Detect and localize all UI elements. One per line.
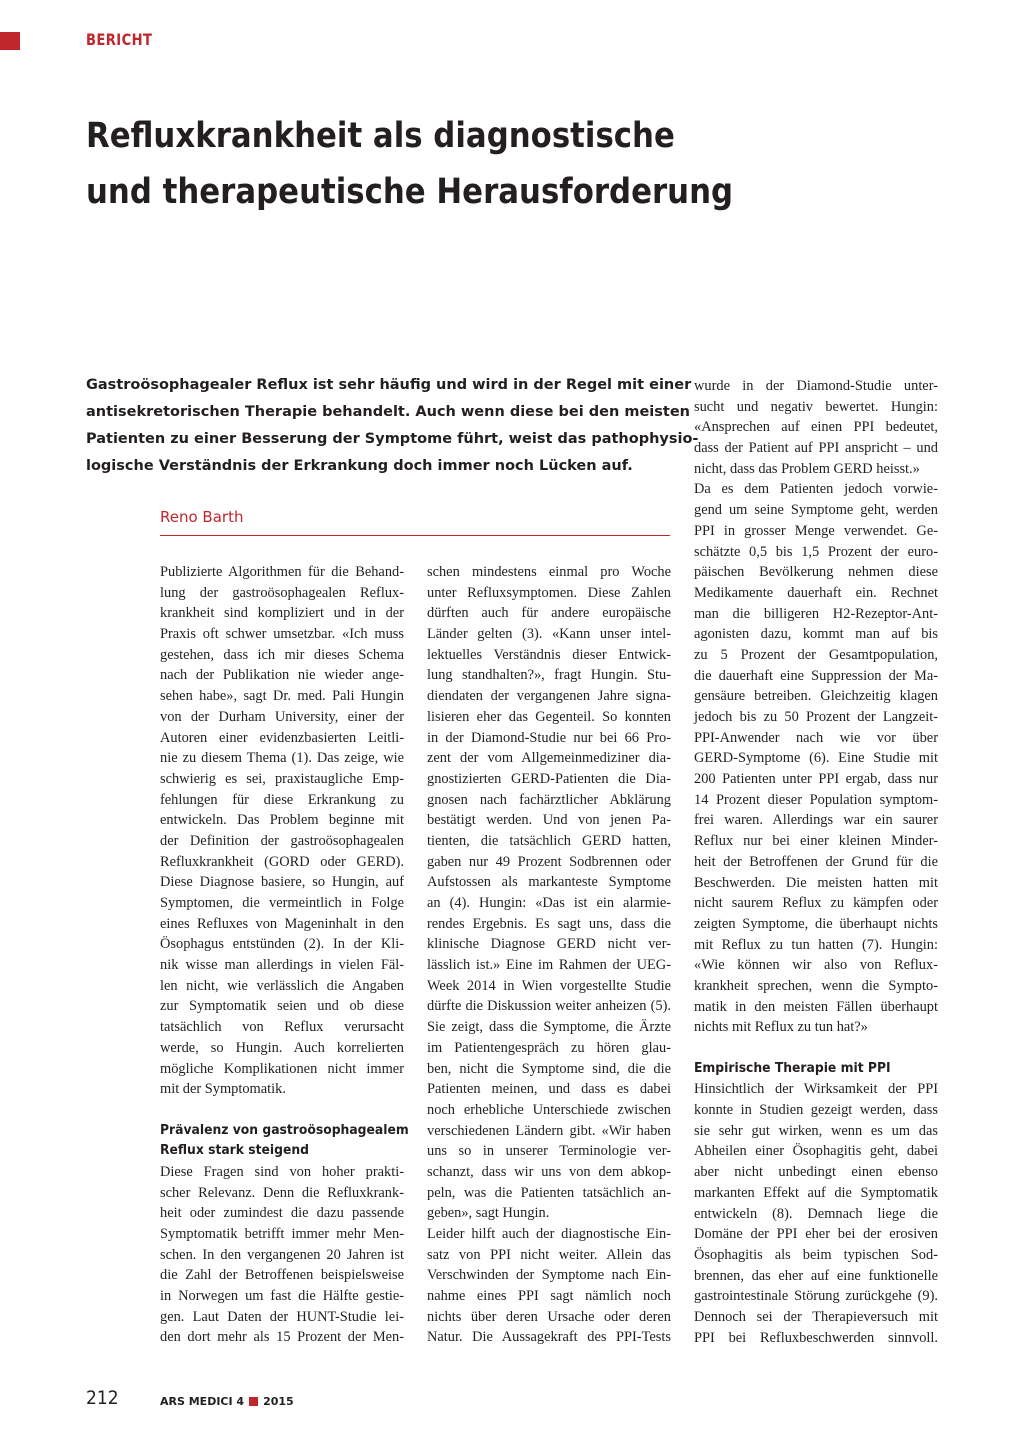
text-line: entwickeln (8). Demnach liege die (694, 1205, 938, 1222)
col3-paragraphs (694, 376, 938, 1038)
body-column-2 (427, 562, 671, 1348)
text-line: sucht und negativ bewertet. Hungin: (694, 398, 938, 415)
text-line: gend um seine Symptome geht, werden (694, 502, 938, 519)
text-line: der Definition der gastroösophagealen (160, 832, 404, 849)
article-title (86, 108, 755, 220)
text-line: Praxis oft schwer umsetzbar. «Ich muss (160, 626, 404, 643)
text-line: entwickeln. Das Problem beginne mit (160, 812, 404, 829)
text-line: gnostizierten GERD-Patienten die Dia- (427, 770, 671, 787)
text-line: gaben nur 49 Prozent Sodbrennen oder (427, 853, 671, 870)
lead-line: logische Verständnis der Erkrankung doch immer noch Lücken auf. (86, 458, 633, 474)
text-line: Aufstossen als markanteste Symptome (427, 874, 671, 891)
text-line: diendaten der vergangenen Jahre signa- (427, 688, 671, 705)
text-line: nichts über deren Ursache oder deren (427, 1308, 671, 1325)
journal-name: ARS MEDICI 4 (160, 1395, 245, 1408)
spacer (694, 1038, 938, 1059)
lead-line: antisekretorischen Therapie behandelt. Auch wenn diese bei den meisten (86, 404, 690, 420)
text-line: zu 5 Prozent der Gesamtpopulation, (694, 646, 938, 663)
author-divider (160, 535, 670, 536)
text-line: sie sehr gut wirken, wenn es um das (694, 1122, 938, 1139)
body-column-1 (160, 562, 409, 1348)
text-line: nicht saurem Reflux zu kämpfen oder (694, 895, 938, 912)
spacer (160, 1100, 404, 1121)
text-line: Symptomen, die vermeintlich in Folge (160, 895, 404, 911)
text-line: Week 2014 in Wien vorgestellte Studie (427, 977, 671, 994)
text-line: geben», sagt Hungin. (427, 1205, 550, 1222)
text-line: klinische Diagnose GERD nicht ver- (427, 936, 671, 953)
text-line: lung standhalten?», fragt Hungin. Stu- (427, 667, 671, 684)
text-line: ben, nicht die Symptome sind, die die (427, 1060, 671, 1077)
text-line: werde, so Hungin. Auch korrelierten (160, 1039, 404, 1056)
text-line: Autoren einer evidenzbasierten Leitli- (160, 729, 404, 746)
text-line: markanten Effekt auf die Symptomatik (694, 1184, 938, 1201)
text-line: gnosen nach fachärztlicher Abklärung (427, 791, 671, 808)
text-line: gensäure betreiben. Gleichzeitig klagen (694, 688, 938, 705)
text-line: gastrointestinale Störung zurückgehe (9). (694, 1288, 938, 1305)
text-line: dürften auch für andere europäische (427, 605, 671, 622)
text-line: schen. In den vergangenen 20 Jahren ist (160, 1246, 404, 1263)
text-line: aber nicht unbedingt einen ebenso (694, 1164, 938, 1181)
text-line: rendes Ergebnis. Es sagt uns, dass die (427, 915, 671, 932)
text-line: Symptomatik betrifft immer mehr Men- (160, 1226, 404, 1242)
section-label: BERICHT (86, 30, 153, 49)
lead-line: Patienten zu einer Besserung der Symptome führt, weist das pathophysio- (86, 431, 699, 447)
text-line: nik wisse man allerdings in vielen Fäl- (160, 957, 404, 974)
text-line: peln, was die Patienten tatsächlich an- (427, 1184, 671, 1201)
text-line: Leider hilft auch der diagnostische Ein- (427, 1226, 671, 1242)
footer-square-marker (249, 1397, 258, 1406)
text-line: Verschwinden der Symptome nach Ein- (427, 1267, 671, 1284)
text-line: von der Durham University, einer der (160, 708, 404, 725)
col3-paragraphs-after (694, 1079, 938, 1348)
text-line: lisieren eher das Gegenteil. So konnten (427, 708, 671, 725)
text-line: len nicht, wie verlässlich die Angaben (160, 977, 404, 994)
text-line: lässlich ist.» Eine im Rahmen der UEG- (427, 957, 671, 974)
text-line: Länder gelten (3). «Kann unser intel- (427, 626, 671, 643)
text-line: im Patientengespräch zu hören glau- (427, 1039, 671, 1056)
text-line: GERD-Symptome (6). Eine Studie mit (694, 750, 938, 767)
subheading: Prävalenz von gastroösophagealem (160, 1122, 409, 1138)
text-line: Reflux nur bei einer kleinen Minder- (694, 833, 938, 850)
text-line: schätzte 0,5 bis 1,5 Prozent der euro- (694, 543, 938, 560)
text-line: die Zahl der Betroffenen beispielsweise (160, 1267, 404, 1284)
text-line: bestätigt werden. Und von jenen Pa- (427, 812, 671, 829)
page-number: 212 (86, 1387, 119, 1409)
text-line: nach der Publikation nie wieder ange- (160, 667, 404, 684)
text-line: dass der Patient auf PPI anspricht – und (694, 440, 938, 457)
text-line: Natur. Die Aussagekraft des PPI-Tests (427, 1329, 671, 1346)
text-line: nicht, dass das Problem GERD heisst.» (694, 460, 920, 477)
text-line: lektuelles Verständnis dieser Entwick- (427, 646, 671, 663)
journal-footer (160, 1395, 294, 1408)
article-lead (86, 372, 699, 480)
text-line: dürfte die Diskussion weiter anheizen (5). (427, 998, 671, 1015)
text-line: Beschwerden. Die meisten hatten mit (694, 874, 938, 891)
text-line: scher Relevanz. Denn die Refluxkrank- (160, 1184, 404, 1201)
text-line: Publizierte Algorithmen für die Behand- (160, 564, 404, 580)
text-line: nie zu diesem Thema (1). Das zeige, wie (160, 750, 404, 767)
text-line: tatsächlich von Reflux verursacht (160, 1019, 404, 1036)
text-line: heit oder zumindest die dazu passende (160, 1205, 404, 1222)
text-line: Refluxkrankheit (GORD oder GERD). (160, 853, 404, 870)
text-line: satz von PPI nicht weiter. Allein das (427, 1246, 671, 1263)
text-line: Domäne der PPI eher bei der erosiven (694, 1226, 938, 1243)
text-line: agonisten dazu, kommt man auf bis (694, 626, 938, 643)
text-line: jedoch bis zu 50 Prozent der Langzeit- (694, 709, 938, 725)
text-line: Ösophagitis als beim typischen Sod- (694, 1246, 938, 1263)
col1-paragraphs-after (160, 1162, 404, 1348)
text-line: lung der gastroösophagealen Reflux- (160, 584, 404, 601)
text-line: nichts mit Reflux zu tun hat?» (694, 1019, 868, 1036)
text-line: Da es dem Patienten jedoch vorwie- (694, 481, 938, 498)
text-line: mit Reflux zu tun hatten (7). Hungin: (694, 936, 938, 953)
text-line: heit der Betroffenen der Grund für die (694, 853, 938, 870)
text-line: mögliche Komplikationen nicht immer (160, 1060, 404, 1077)
text-line: verschiedenen Ländern gibt. «Wir haben (427, 1122, 671, 1139)
subheading: Empirische Therapie mit PPI (694, 1060, 891, 1076)
text-line: wurde in der Diamond-Studie unter- (694, 378, 938, 394)
text-line: den dort mehr als 15 Prozent der Men- (160, 1329, 404, 1346)
text-line: 14 Prozent dieser Population symptom- (694, 791, 938, 808)
text-line: konnte in Studien gezeigt werden, dass (694, 1102, 938, 1119)
text-line: man die billigeren H2-Rezeptor-Ant- (694, 605, 938, 622)
text-line: in der Diamond-Studie nur bei 66 Pro- (427, 729, 671, 746)
section-color-marker (0, 32, 20, 50)
text-line: in Norwegen um fast die Hälfte gestie- (160, 1288, 404, 1305)
text-line: Ösophagus entstünden (2). In der Kli- (160, 936, 404, 953)
text-line: schwierig es sei, praxistaugliche Emp- (160, 770, 404, 787)
text-line: unter Refluxsymptomen. Diese Zahlen (427, 584, 671, 601)
lead-line: Gastroösophagealer Reflux ist sehr häufig und wird in der Regel mit einer (86, 377, 692, 393)
col1-paragraphs (160, 562, 404, 1100)
text-line: frei waren. Allerdings war ein saurer (694, 812, 938, 829)
text-line: Diese Diagnose basiere, so Hungin, auf (160, 874, 404, 891)
author-name: Reno Barth (160, 508, 244, 526)
text-line: «Wie können wir also von Reflux- (694, 957, 938, 974)
text-line: zent der vom Allgemeinmediziner dia- (427, 750, 671, 767)
text-line: Sie zeigt, dass die Symptome, die Ärzte (427, 1019, 671, 1036)
text-line: fehlungen für diese Erkrankung zu (160, 791, 404, 808)
text-line: matik in den meisten Fällen überhaupt (694, 998, 938, 1015)
text-line: krankheit sind kompliziert und in der (160, 605, 404, 622)
text-line: die dauerhaft eine Suppression der Ma- (694, 667, 938, 684)
text-line: zeigten Symptome, die überhaupt nichts (694, 915, 938, 932)
text-line: an (4). Hungin: «Das ist ein alarmie- (427, 895, 671, 911)
text-line: Patienten meinen, und dass es dabei (427, 1081, 671, 1098)
text-line: «Ansprechen auf einen PPI bedeutet, (694, 419, 938, 436)
col2-paragraphs (427, 562, 671, 1348)
text-line: Dennoch sei der Therapieversuch mit (694, 1308, 938, 1325)
text-line: 200 Patienten unter PPI ergab, dass nur (694, 771, 938, 788)
text-line: Abheilen einer Ösophagitis geht, dabei (694, 1143, 938, 1160)
text-line: brennen, das eher auf eine funktionelle (694, 1267, 938, 1284)
text-line: Hinsichtlich der Wirksamkeit der PPI (694, 1081, 938, 1098)
text-line: zur Symptomatik seien und ob diese (160, 998, 404, 1015)
journal-year: 2015 (263, 1395, 294, 1408)
text-line: nahme eines PPI sagt nämlich noch (427, 1288, 671, 1305)
text-line: schen mindestens einmal pro Woche (427, 564, 671, 580)
text-line: schanzt, dass wir uns von dem abkop- (427, 1163, 671, 1180)
title-line: Refluxkrankheit als diagnostische (86, 116, 675, 156)
body-column-3 (694, 376, 938, 1348)
text-line: uns so in unserer Terminologie ver- (427, 1143, 671, 1160)
text-line: Diese Fragen sind von hoher prakti- (160, 1163, 404, 1180)
text-line: tienten, die tatsächlich GERD hatten, (427, 832, 671, 849)
title-line: und therapeutische Herausforderung (86, 172, 734, 212)
text-line: PPI bei Refluxbeschwerden sinnvoll. (694, 1329, 938, 1346)
text-line: PPI-Anwender nach wie vor über (694, 729, 938, 746)
text-line: noch erhebliche Unterschiede zwischen (427, 1101, 671, 1118)
subheading: Reflux stark steigend (160, 1143, 310, 1159)
text-line: eines Refluxes von Mageninhalt in den (160, 915, 404, 932)
text-line: mit der Symptomatik. (160, 1081, 286, 1098)
text-line: gestehen, dass ich mir dieses Schema (160, 646, 404, 663)
text-line: krankheit sprechen, wenn die Sympto- (694, 977, 938, 994)
text-line: Medikamente dauerhaft ein. Rechnet (694, 584, 938, 601)
text-line: gen. Laut Daten der HUNT-Studie lei- (160, 1308, 404, 1325)
text-line: PPI in grosser Menge verwendet. Ge- (694, 522, 938, 539)
text-line: sehen habe», sagt Dr. med. Pali Hungin (160, 688, 404, 705)
text-line: päischen Bevölkerung nehmen diese (694, 564, 938, 581)
